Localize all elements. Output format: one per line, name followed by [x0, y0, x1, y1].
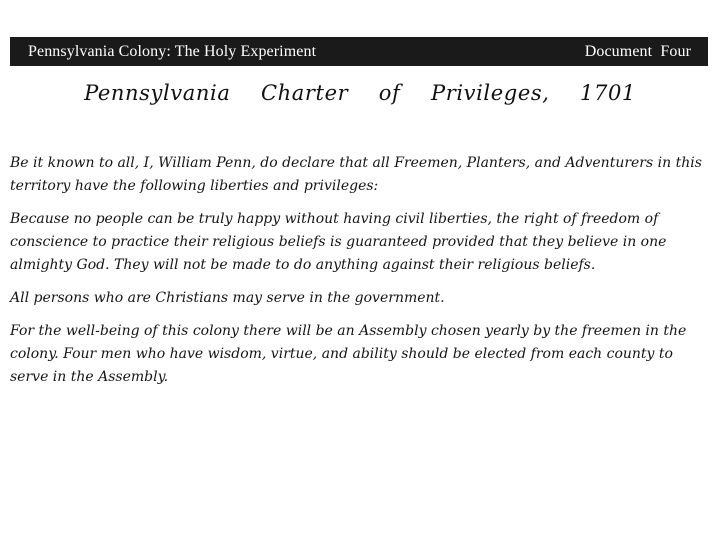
document-body — [10, 152, 703, 399]
paragraph-religious-freedom: Because no people can be truly happy without having civil liberties, the right of freedom of conscience to practice their religious beliefs is guaranteed provided that they believe in one almighty God. They will not be made to do anything against their religious beliefs. — [10, 211, 667, 273]
paragraph-assembly: For the well-being of this colony there will be an Assembly chosen yearly by the freemen in the colony. Four men who have wisdom, virtue, and ability should be elected from each county to serve in the Assembly. — [10, 323, 687, 385]
header-bar — [10, 37, 708, 66]
document-title: Pennsylvania Charter of Privileges, 1701 — [84, 81, 636, 105]
paragraph-government-service: All persons who are Christians may serve in the government. — [10, 290, 445, 306]
document-number: Document Four — [584, 42, 691, 60]
paragraph-declaration: Be it known to all, I, William Penn, do declare that all Freemen, Planters, and Adventurers in this territory have the following liberties and privileges: — [10, 155, 702, 194]
header-title: Pennsylvania Colony: The Holy Experiment — [28, 42, 317, 60]
